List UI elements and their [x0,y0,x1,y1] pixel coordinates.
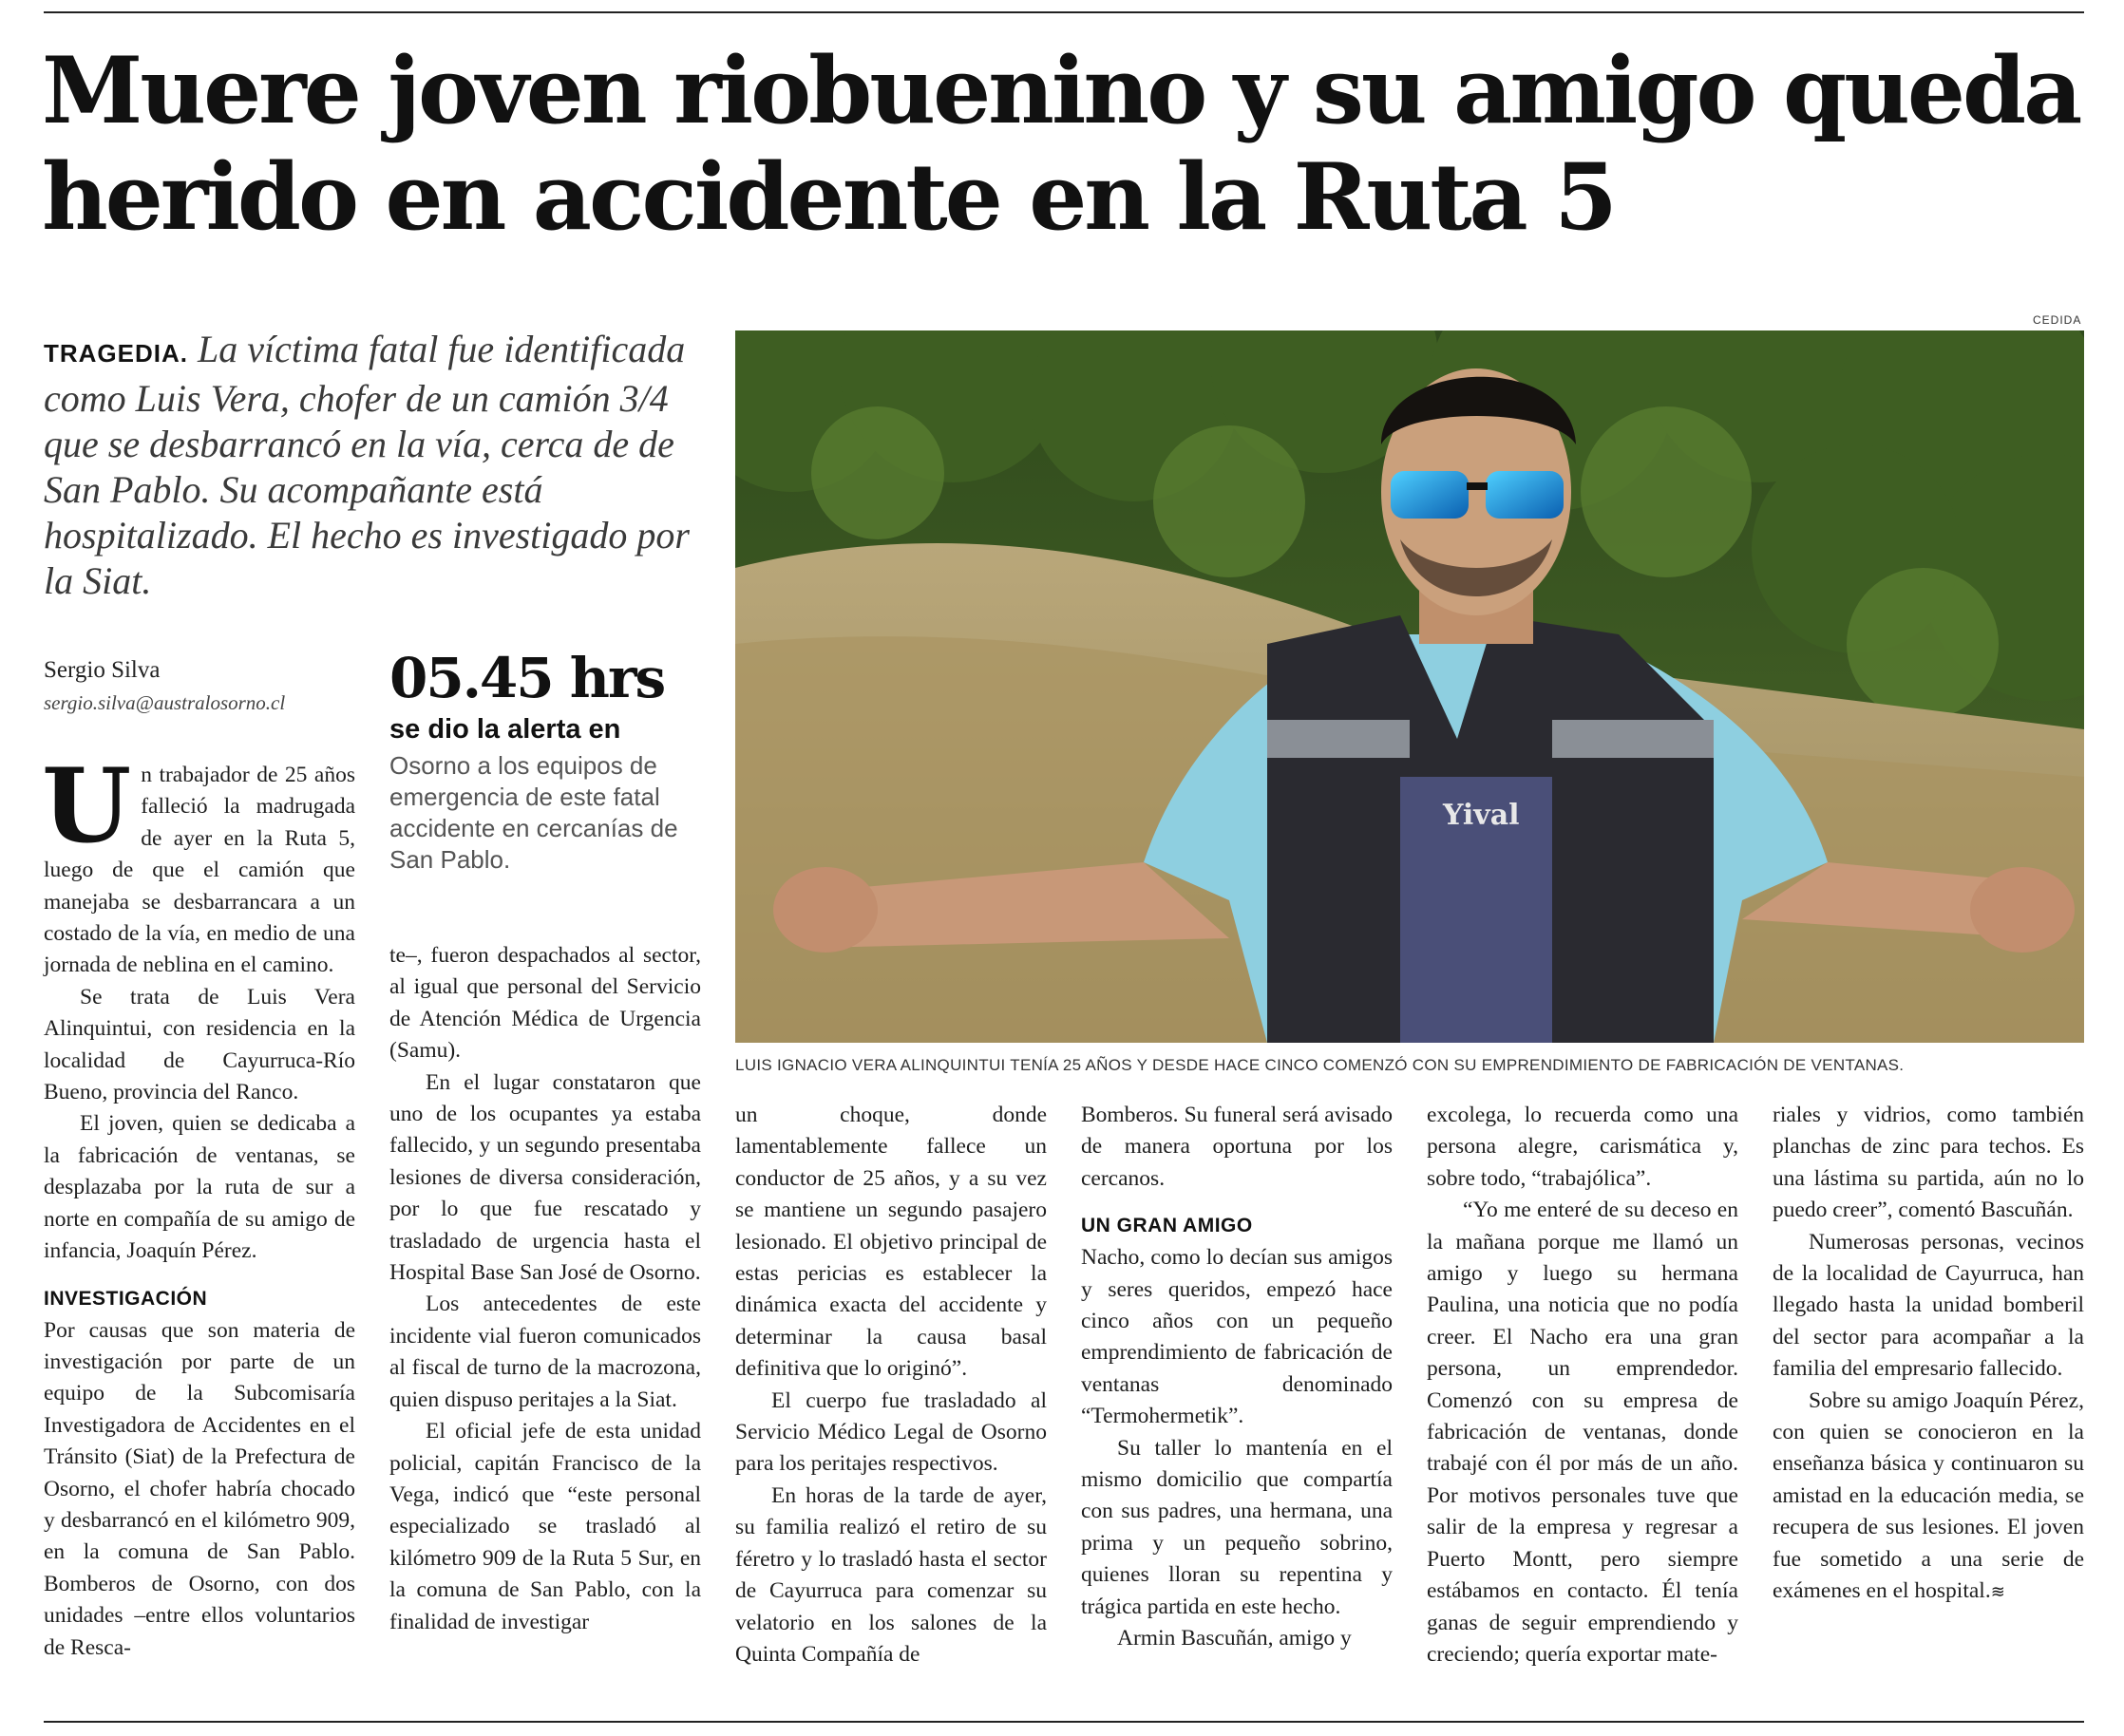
paragraph: excolega, lo recuerda como una persona alegre, carismática y, sobre todo, “trabajólica”. [1427,1103,1738,1191]
article-column-1 [42,746,355,1664]
article-column-5 [1427,1100,1738,1670]
paragraph [1773,1386,2084,1609]
article-column-4 [1081,1100,1393,1655]
shirt-text: Yival [1443,799,1520,832]
hand-left [773,867,878,953]
paragraph: “Yo me enteré de su deceso en la mañana porque me llamó un amigo y luego su hermana Paulina, una noticia que no podía creer. El Nacho era una gran persona, un emprendedor. Comenzó con su empresa de fabricación de ventanas, donde trabajé con él por más de un año. Por motivos personales tuve que salir de la empresa y regresar a Puerto Montt, pero siempre estábamos en contacto. Él tenía ganas de seguir emprendiendo y creciendo; quería exportar mate- [1427,1198,1738,1667]
news-photo [735,330,2084,1043]
paragraph: Los antecedentes de este incidente vial fueron comunicados al fiscal de turno de la macrozona, quien dispuso peritajes a la Siat. [389,1292,701,1412]
byline-email[interactable]: sergio.silva@australosorno.cl [44,691,286,714]
paragraph: En horas de la tarde de ayer, su familia realizó el retiro de su féretro y lo trasladó hasta el sector de Cayurruca para comenzar su velatorio en los salones de la Quinta Compañía de [735,1482,1047,1667]
deck-kicker: TRAGEDIA. [44,339,188,368]
reflective-stripe-right [1552,720,1714,758]
headline: Muere joven riobuenino y su amigo queda herido en accidente en la Ruta 5 [42,37,2080,251]
subhead-investigacion: INVESTIGACIÓN [44,1287,208,1310]
paragraph: un choque, donde lamentablemente fallece un conductor de 25 años, y a su vez se mantiene un segundo pasajero lesionado. El objetivo principal de estas pericias es establecer la dinámica exacta del accidente y determinar la causa basal definitiva que lo originó”. [735,1103,1047,1382]
top-rule [44,11,2084,13]
photo-caption: LUIS IGNACIO VERA ALINQUINTUI TENÍA 25 AÑOS Y DESDE HACE CINCO COMENZÓ CON SU EMPRENDIMIENTO DE FABRICACIÓN DE VENTANAS. [735,1056,1905,1074]
article-column-3 [735,1100,1047,1670]
end-mark-icon: ≋ [1990,1582,2005,1602]
paragraph: Bomberos. Su funeral será avisado de manera oportuna por los cercanos. [1081,1103,1393,1191]
paragraph: Numerosas personas, vecinos de la localidad de Cayurruca, han llegado hasta la unidad bomberil del sector para acompañar a la familia del empresario fallecido. [1773,1229,2084,1382]
stat-number: 05.45 hrs [389,646,665,710]
paragraph: Nacho, como lo decían sus amigos y seres queridos, empezó hace cinco años con un pequeño emprendimiento de fabricación de ventanas denominado “Termohermetik”. [1081,1245,1393,1429]
reflective-stripe-left [1267,720,1410,758]
paragraph: El cuerpo fue trasladado al Servicio Médico Legal de Osorno para los peritajes respectivos. [735,1387,1047,1477]
deck-text: La víctima fatal fue identificada como Luis Vera, chofer de un camión 3/4 que se desbarrancó en la vía, cerca de de San Pablo. Su acompañante está hospitalizado. El hecho es investigado por la Siat. [44,328,690,602]
paragraph: Por causas que son materia de investigación por parte de un equipo de la Subcomisaría Investigadora de Accidentes en el Tránsito (Siat) de la Prefectura de Osorno, el chofer habría chocado y desbarrancó en el kilómetro 909, en la comuna de San Pablo. Bomberos de Osorno, con dos unidades –entre ellos voluntarios de Resca- [44,1317,355,1660]
byline-author: Sergio Silva [44,657,161,683]
paragraph: te–, fueron despachados al sector, al igual que personal del Servicio de Atención Médica de Urgencia (Samu). [389,943,701,1064]
paragraph: Armin Bascuñán, amigo y [1117,1626,1352,1651]
paragraph-text: Sobre su amigo Joaquín Pérez, con quien se conocieron en la enseñanza básica y continuaron su amistad en la educación media, se recupera de sus lesiones. El joven fue sometido a una serie de exámenes en el hospital. [1773,1387,2084,1604]
paragraph: El joven, quien se dedicaba a la fabricación de ventanas, se desplazaba por la ruta de sur a norte en compañía de su amigo de infancia, Joaquín Pérez. [44,1111,355,1264]
paragraph: Su taller lo mantenía en el mismo domicilio que compartía con sus padres, una hermana, una prima y un pequeño sobrino, quienes lloran su repentina y trágica partida en este hecho. [1081,1435,1393,1619]
deck [44,327,709,604]
hand-right [1970,867,2075,953]
drop-cap: U [42,746,132,866]
paragraph: riales y vidrios, como también planchas de zinc para techos. Es una lástima su partida, aún no lo puedo creer”, comentó Bascuñán. [1773,1103,2084,1223]
subhead-gran-amigo: UN GRAN AMIGO [1081,1215,1253,1237]
stat-lead: se dio la alerta en [389,714,621,745]
photo-credit: CEDIDA [2033,313,2082,327]
article-column-6 [1773,1100,2084,1609]
bottom-rule [44,1721,2084,1723]
paragraph: Se trata de Luis Vera Alinquintui, con residencia en la localidad de Cayurruca-Río Bueno, provincia del Ranco. [44,984,355,1105]
paragraph: n trabajador de 25 años falleció la madrugada de ayer en la Ruta 5, luego de que el camión que manejaba se desbarrancara a un costado de la vía, en medio de una jornada de neblina en el camino. [44,763,355,978]
paragraph: En el lugar constataron que uno de los ocupantes ya estaba fallecido, y un segundo presentaba lesiones de diversa consideración, por lo que fue rescatado y trasladado de urgencia hasta el Hospital Base San José de Osorno. [389,1069,701,1286]
paragraph: El oficial jefe de esta unidad policial, capitán Francisco de la Vega, indicó que “este personal especializado se trasladó al kilómetro 909 de la Ruta 5 Sur, en la comuna de San Pablo, con la finalidad de investigar [389,1419,701,1634]
stat-body: Osorno a los equipos de emergencia de este fatal accidente en cercanías de San Pablo. [389,751,678,874]
article-column-2 [389,940,701,1638]
